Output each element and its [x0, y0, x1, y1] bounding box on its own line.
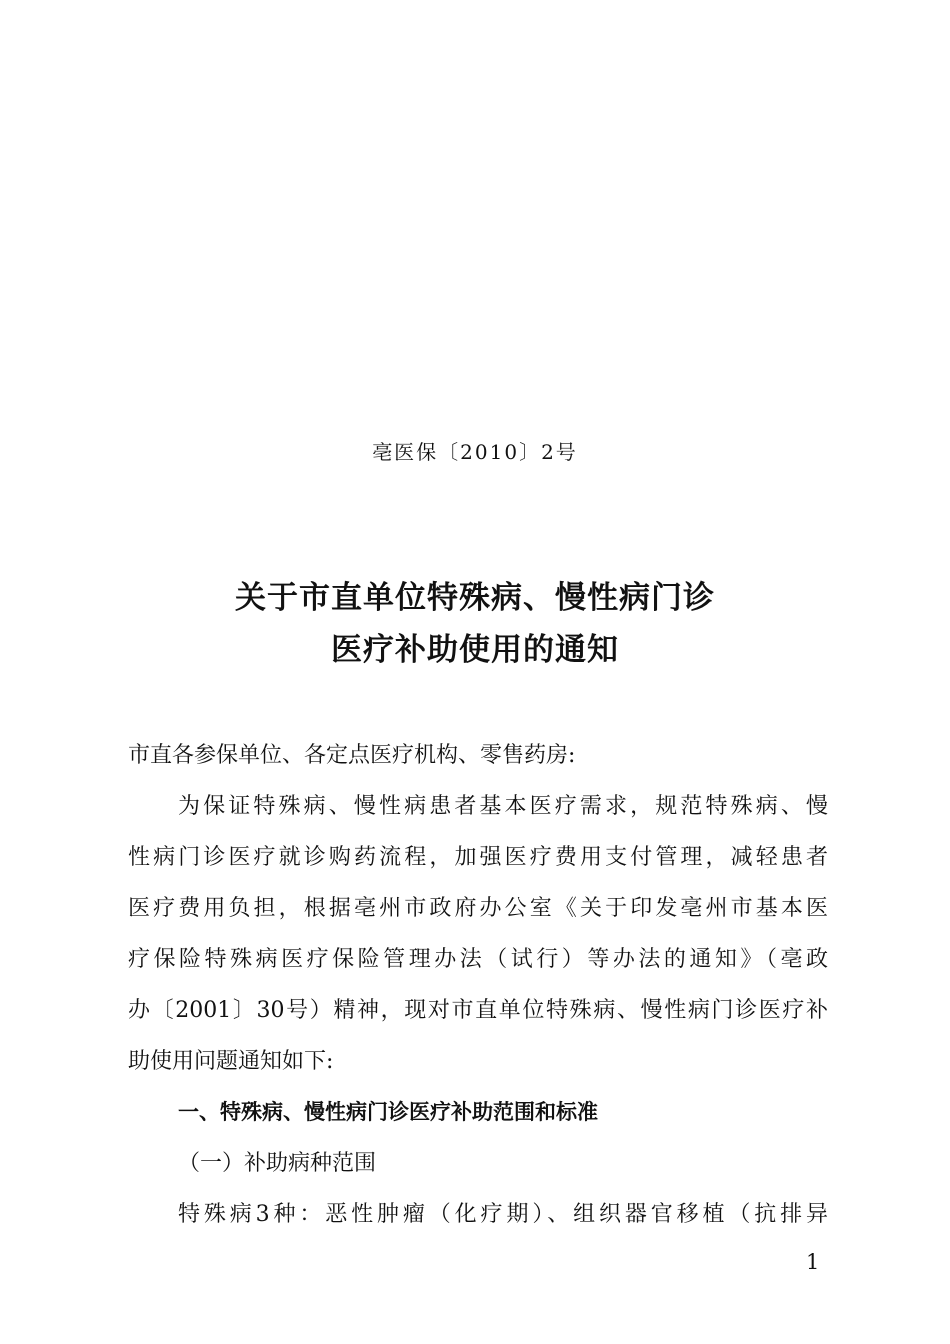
- section-1-heading: 一、特殊病、慢性病门诊医疗补助范围和标准: [178, 1100, 598, 1124]
- paragraph-1-line-1: 为保证特殊病、慢性病患者基本医疗需求，规范特殊病、慢: [178, 794, 828, 819]
- document-title: [0, 572, 950, 676]
- paragraph-1: [128, 781, 828, 1087]
- paragraph-1-line-5: 办〔2001〕30号）精神，现对市直单位特殊病、慢性病门诊医疗补: [128, 998, 828, 1023]
- title-line-2: 医疗补助使用的通知: [331, 632, 619, 668]
- salutation: 市直各参保单位、各定点医疗机构、零售药房:: [128, 743, 576, 768]
- document-body: [128, 730, 828, 1240]
- paragraph-1-line-2: 性病门诊医疗就诊购药流程，加强医疗费用支付管理，减轻患者: [128, 845, 828, 870]
- paragraph-2-line-1: 特殊病3种：恶性肿瘤（化疗期）、组织器官移植（抗排异: [178, 1202, 828, 1227]
- paragraph-1-line-6: 助使用问题通知如下:: [128, 1049, 334, 1074]
- paragraph-1-line-4: 疗保险特殊病医疗保险管理办法（试行）等办法的通知》（亳政: [128, 947, 828, 972]
- subsection-1-heading: （一）补助病种范围: [178, 1151, 377, 1176]
- title-line-1: 关于市直单位特殊病、慢性病门诊: [235, 580, 715, 616]
- paragraph-1-line-3: 医疗费用负担，根据亳州市政府办公室《关于印发亳州市基本医: [128, 896, 828, 921]
- document-number: 亳医保〔2010〕2号: [372, 440, 578, 464]
- page-number: 1: [806, 1250, 820, 1274]
